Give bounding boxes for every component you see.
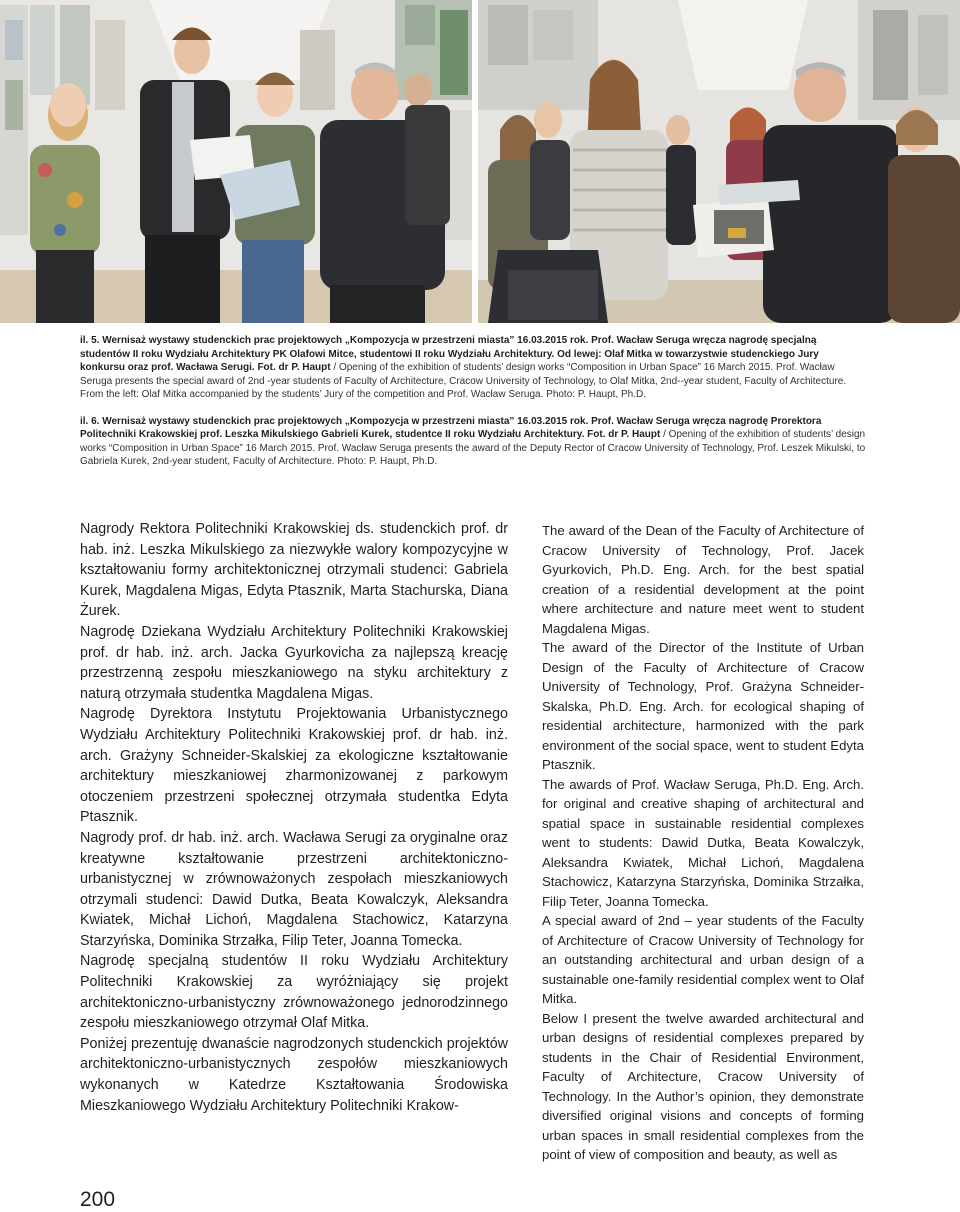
- caption-il6-english: / Opening of the exhibition of students’ design works “Composition in Urban Space” 16 March 2015. Prof. Wacław Seruga presents the award of the Deputy Rector of Cracow University of Technology, Prof. Leszek Mikulski, to Gabriela Kurek, 2nd-year student, Faculty of Architecture. Photo: P. Haupt, Ph.D.: [80, 429, 866, 467]
- paragraph: Nagrody Rektora Politechniki Krakowskiej ds. studenckich prof. dr hab. inż. Leszka Mikulskiego za niezwykłe walory kompozycyjne w kształtowaniu formy architektonicznej otrzymali studenci: Gabriela Kurek, Magdalena Migas, Edyta Ptasznik, Marta Stachurska, Diana Żurek.: [80, 521, 508, 620]
- english-text-column: [542, 521, 864, 1165]
- paragraph: Nagrodę Dyrektora Instytutu Projektowania Urbanistycznego Wydziału Architektury Politechniki Krakowskiej prof. dr hab. inż. arch. Grażyny Schneider-Skalskiej za ekologiczne kształtowanie architektury mieszkaniowej zharmonizowanej z parkowym otoczeniem przestrzeni społecznej otrzymała studentka Edyta Ptasznik.: [80, 706, 508, 826]
- paragraph: Nagrodę specjalną studentów II roku Wydziału Architektury Politechniki Krakowskiej za wyróżniający się projekt architektoniczno-urbanistyczny zrównoważonego jednorodzinnego zespołu mieszkaniowego otrzymał Olaf Mitka.: [80, 953, 508, 1032]
- photo-il6: [478, 0, 960, 323]
- caption-il5-polish: il. 5. Wernisaż wystawy studenckich prac projektowych „Kompozycja w przestrzeni miasta” 16.03.2015 rok. Prof. Wacław Seruga wręcza nagrodę specjalną studentów II roku Wydziału Architektury PK Olafowi Mitce, studentowi II roku Wydziału Architektury. Od lewej: Olaf Mitka w towarzystwie studenckiego Jury konkursu oraz prof. Wacława Serugi. Fot. dr P. Haupt: [80, 335, 819, 373]
- paragraph: The award of the Dean of the Faculty of Architecture of Cracow University of Technology, Prof. Jacek Gyurkovich, Ph.D. Eng. Arch. for the best spatial creation of a residential development at the point where architecture and nature meet went to student Magdalena Migas.: [542, 523, 864, 636]
- figure-captions: [80, 334, 866, 469]
- paragraph: A special award of 2nd – year students of the Faculty of Architecture of Cracow University of Technology for an outstanding architectural and urban design of a sustainable one-family residential complex went to Olaf Mitka.: [542, 913, 864, 1006]
- caption-il5-english: / Opening of the exhibition of students’ design works “Composition in Urban Space” 16 March 2015. Prof. Wacław Seruga presents the special award of 2nd -year students of Faculty of Architecture, Cracow University of Technology, to Olaf Mitka, 2nd--year student, Faculty of Architecture. From the left: Olaf Mitka accompanied by the students’ Jury of the competition and Prof. Wacław Seruga. Photo: P. Haupt, Ph.D.: [80, 362, 847, 400]
- paragraph: The award of the Director of the Institute of Urban Design of the Faculty of Architecture of Cracow University of Technology, Prof. Grażyna Schneider-Skalska, Ph.D. Eng. Arch. for ecological shaping of residential architecture, harmonized with the park environment of the social space, went to student Edyta Ptasznik.: [542, 640, 864, 772]
- photo-il5-image: [0, 0, 472, 323]
- photo-il6-image: [478, 0, 960, 323]
- page-number: 200: [80, 1188, 116, 1211]
- paragraph: Nagrodę Dziekana Wydziału Architektury Politechniki Krakowskiej prof. dr hab. inż. arch. Jacka Gyurkovicha za najlepszą kreację przestrzenną zespołu mieszkaniowego na styku architektury z naturą otrzymała studentka Magdalena Migas.: [80, 623, 508, 702]
- paragraph: Nagrody prof. dr hab. inż. arch. Wacława Serugi za oryginalne oraz kreatywne kształtowanie przestrzeni architektoniczno-urbanistycznej w zrównoważonych zespołach mieszkaniowych otrzymali studenci: Dawid Dutka, Beata Kowalczyk, Aleksandra Kwiatek, Michał Lichoń, Magdalena Stachowicz, Katarzyna Starzyńska, Dominika Strzałka, Filip Teter, Joanna Tomecka.: [80, 829, 508, 949]
- caption-il6: [80, 415, 866, 469]
- photo-il5: [0, 0, 472, 323]
- paragraph: The awards of Prof. Wacław Seruga, Ph.D. Eng. Arch. for original and creative shaping of architectural and spatial space in sustainable residential complexes went to students: Dawid Dutka, Beata Kowalczyk, Aleksandra Kwiatek, Michał Lichoń, Magdalena Stachowicz, Katarzyna Starzyńska, Dominika Strzałka, Filip Teter, Joanna Tomecka.: [542, 776, 864, 909]
- paragraph: Poniżej prezentuję dwanaście nagrodzonych studenckich projektów architektoniczno-urbanistycznych zespołów mieszkaniowych wykonanych w Katedrze Kształtowania Środowiska Mieszkaniowego Wydziału Architektury Politechniki Krakow-: [80, 1035, 508, 1114]
- caption-il5: [80, 334, 866, 402]
- polish-text-column: [80, 519, 508, 1116]
- paragraph: Below I present the twelve awarded architectural and urban designs of residential complexes prepared by students in the Chair of Residential Environment, Faculty of Architecture, Cracow University of Technology. In the Author’s opinion, they demonstrate diversified original visions and concepts of forming urban spaces in small residential complexes from the point of view of composition and beauty, as well as: [542, 1010, 864, 1162]
- caption-il6-polish: il. 6. Wernisaż wystawy studenckich prac projektowych „Kompozycja w przestrzeni miasta” 16.03.2015 rok. Prof. Wacław Seruga wręcza nagrodę Prorektora Politechniki Krakowskiej prof. Leszka Mikulskiego Gabrieli Kurek, studentce II roku Wydziału Architektury. Fot. dr P. Haupt: [80, 415, 822, 440]
